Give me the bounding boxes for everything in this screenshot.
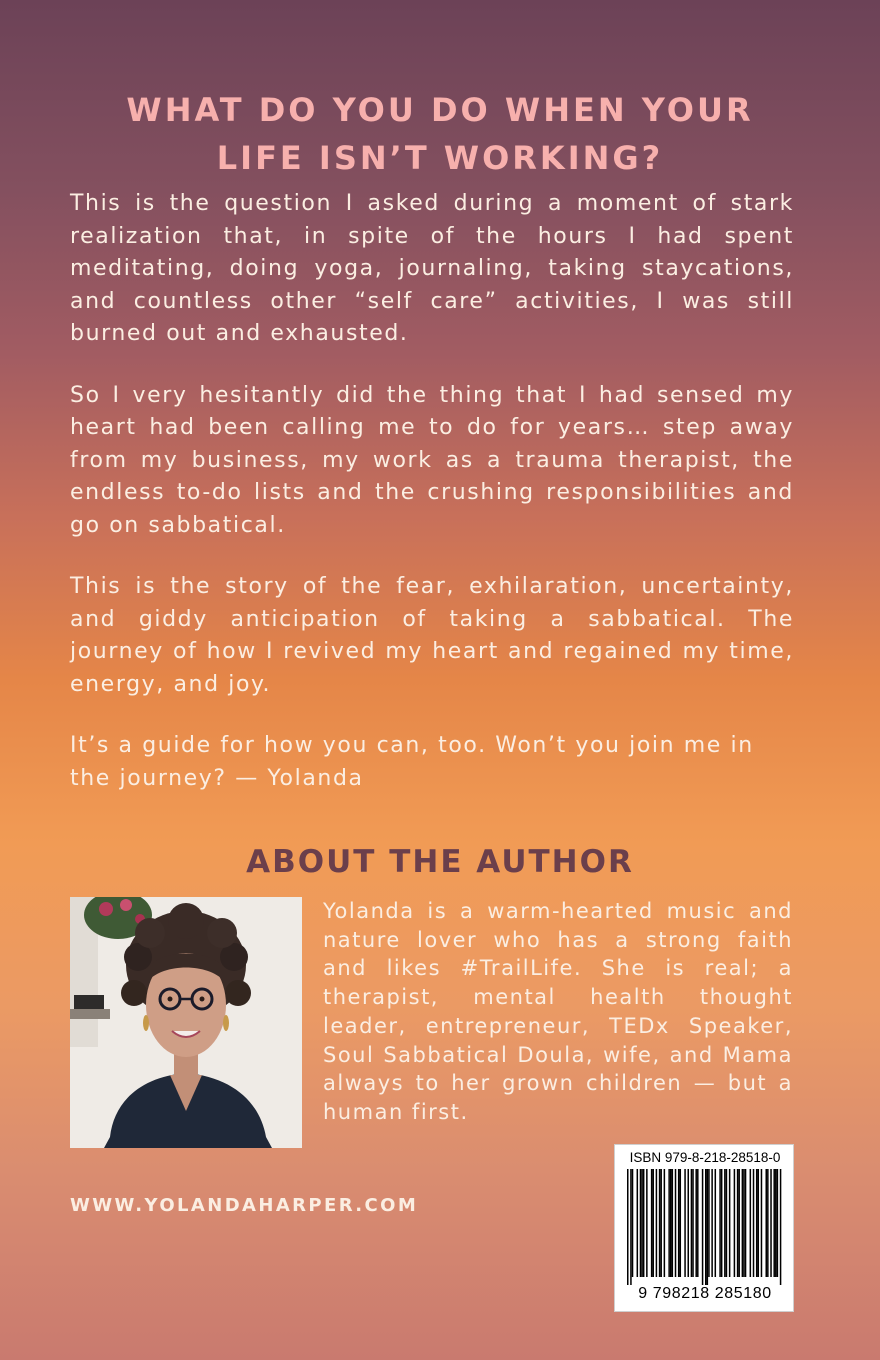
barcode-bar xyxy=(627,1169,629,1285)
blurb-paragraph-3: This is the story of the fear, exhilaration, uncertainty, and giddy anticipation of taking a sabbatical. The journey of how I revived my heart and regained my time, energy, and joy. xyxy=(70,574,794,697)
barcode-bar xyxy=(777,1169,779,1277)
author-bio: Yolanda is a warm-hearted music and nature lover who has a strong faith and likes #TrailLife. She is real; a therapist, mental health thought leader, entrepreneur, TEDx Speaker, Soul Sabbatical Doula, wife, and Mama always to her grown children — but a human first. xyxy=(323,899,793,1124)
barcode-bar xyxy=(765,1169,767,1277)
barcode-bar xyxy=(672,1169,674,1277)
barcode-bar xyxy=(715,1169,717,1277)
barcode-bar xyxy=(659,1169,661,1277)
barcode-bar xyxy=(640,1169,642,1277)
barcode-bar xyxy=(705,1169,707,1285)
barcode-bar xyxy=(695,1169,697,1277)
barcode-bar xyxy=(738,1169,740,1277)
barcode-bar xyxy=(761,1169,763,1277)
barcode-bar xyxy=(707,1169,709,1285)
barcode-bar xyxy=(742,1169,744,1277)
barcode-bar xyxy=(737,1169,739,1277)
blurb-paragraph-1: This is the question I asked during a moment of stark realization that, in spite of the hours I had spent meditating, doing yoga, journaling, taking staycations, and countless other “self care” activities, I was still burned out and exhausted. xyxy=(70,191,794,346)
barcode-bar xyxy=(656,1169,658,1277)
barcode-bar xyxy=(708,1169,710,1277)
barcode-bar xyxy=(773,1169,775,1277)
barcode-bar xyxy=(691,1169,693,1277)
headline-line-1: WHAT DO YOU DO WHEN YOUR xyxy=(126,91,754,129)
barcode-bar xyxy=(724,1169,726,1277)
barcode-bar xyxy=(646,1169,648,1277)
isbn-label: ISBN 979-8-218-28518-0 xyxy=(629,1150,781,1165)
barcode-bar xyxy=(664,1169,666,1277)
barcode-bar xyxy=(726,1169,728,1277)
barcode-bar xyxy=(734,1169,736,1277)
barcode-bar xyxy=(651,1169,653,1277)
author-portrait-icon xyxy=(70,897,302,1148)
barcode-bar xyxy=(758,1169,760,1277)
barcode-digits: 9 798218 285180 xyxy=(638,1285,772,1302)
barcode-bar xyxy=(687,1169,689,1277)
barcode-bar xyxy=(668,1169,670,1277)
barcode-bar xyxy=(780,1169,782,1285)
isbn-barcode-icon xyxy=(627,1169,783,1285)
isbn-barcode-box xyxy=(614,1144,794,1312)
barcode-bar xyxy=(684,1169,686,1277)
barcode-bar xyxy=(702,1169,704,1285)
barcode-bar xyxy=(675,1169,677,1277)
barcode-bar xyxy=(770,1169,772,1277)
back-cover-headline xyxy=(40,86,840,182)
barcode-bar xyxy=(719,1169,721,1277)
barcode-bar xyxy=(756,1169,758,1277)
barcode-bar xyxy=(753,1169,755,1277)
blurb-paragraph-2: So I very hesitantly did the thing that I had sensed my heart had been calling me to do for years… step away from my business, my work as a trauma therapist, the endless to-do lists and the crushing responsibilities and go on sabbatical. xyxy=(70,382,794,538)
barcode-bar xyxy=(721,1169,723,1277)
blurb-paragraph-4: It’s a guide for how you can, too. Won’t you join me in the journey? — Yolanda xyxy=(70,733,754,791)
barcode-bar xyxy=(680,1169,682,1277)
barcode-bar xyxy=(750,1169,752,1277)
barcode-bar xyxy=(637,1169,639,1277)
barcode-bar xyxy=(670,1169,672,1277)
barcode-bar xyxy=(632,1169,634,1277)
barcode-bar xyxy=(678,1169,680,1277)
blurb xyxy=(70,188,794,824)
barcode-bar xyxy=(697,1169,699,1277)
author-photo xyxy=(70,897,302,1148)
website-url[interactable]: WWW.YOLANDAHARPER.COM xyxy=(70,1195,419,1216)
barcode-bar xyxy=(775,1169,777,1277)
barcode-bar xyxy=(660,1169,662,1277)
barcode-bar xyxy=(643,1169,645,1277)
barcode-bar xyxy=(729,1169,731,1277)
barcode-bar xyxy=(692,1169,694,1277)
barcode-bar xyxy=(630,1169,632,1285)
barcode-bar xyxy=(767,1169,769,1277)
about-the-author-heading: ABOUT THE AUTHOR xyxy=(246,844,634,880)
barcode-bar xyxy=(743,1169,745,1277)
barcode-bar xyxy=(711,1169,713,1277)
barcode-bar xyxy=(641,1169,643,1277)
barcode-bar xyxy=(652,1169,654,1277)
headline-line-2: LIFE ISN’T WORKING? xyxy=(216,139,664,177)
barcode-bar xyxy=(745,1169,747,1277)
